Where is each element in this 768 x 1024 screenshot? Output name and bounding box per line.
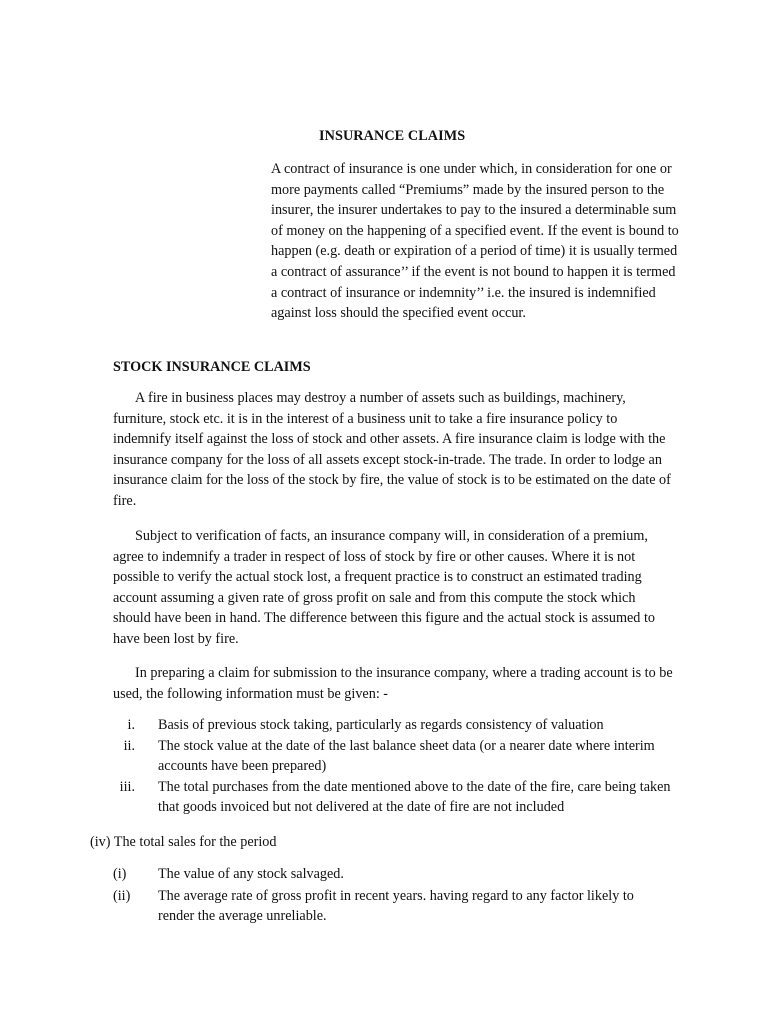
list-item-text: Basis of previous stock taking, particularly as regards consistency of valuation: [158, 717, 604, 733]
list-marker: i.: [127, 717, 135, 733]
section-heading: STOCK INSURANCE CLAIMS: [113, 359, 311, 375]
intro-paragraph: A contract of insurance is one under which, in consideration for one or more payments called “Premiums” made by the insured person to the insurer, the insurer undertakes to pay to the insured a determinable sum of money on the happening of a specified event. If the event is bound to happen (e.g. death or expiration of a period of time) it is usually termed a contract of assurance’’ if the event is not bound to happen it is termed a contract of insurance or indemnity’’ i.e. the insured is indemnified against loss should the specified event occur.: [271, 161, 679, 322]
parenthesized-list: [113, 864, 673, 928]
list-item-text: The average rate of gross profit in recent years. having regard to any factor likely to render the average unreliable.: [158, 887, 634, 925]
list-item-text: The stock value at the date of the last balance sheet data (or a nearer date where interim accounts have been prepared): [158, 737, 655, 775]
list-marker: ii.: [123, 737, 135, 754]
list-marker: (ii): [113, 887, 131, 904]
list-item: [113, 864, 673, 885]
body-paragraph-1: A fire in business places may destroy a number of assets such as buildings, machinery, furniture, stock etc. it is in the interest of a business unit to take a fire insurance policy to indemnify itself against the loss of stock and other assets. A fire insurance claim is lodge with the insurance company for the loss of all assets except stock-in-trade. The trade. In order to lodge an insurance claim for the loss of the stock by fire, the value of stock is to be estimated on the date of fire.: [113, 390, 671, 509]
list-item-text: The total purchases from the date mentioned above to the date of the fire, care being taken that goods invoiced but not delivered at the date of fire are not included: [158, 778, 671, 816]
list-marker: iii.: [119, 778, 135, 795]
body-paragraph-2: Subject to verification of facts, an insurance company will, in consideration of a premium, agree to indemnify a trader in respect of loss of stock by fire or other causes. Where it is not possible to verify the actual stock lost, a frequent practice is to construct an estimated trading account assuming a given rate of gross profit on sale and from this compute the stock which should have been in hand. The difference between this figure and the actual stock is assumed to have been lost by fire.: [113, 528, 655, 647]
list-item: [113, 736, 673, 777]
roman-numeral-list: [113, 715, 673, 818]
list-item-iv: (iv) The total sales for the period: [90, 834, 277, 850]
list-item: [113, 715, 673, 736]
list-item-text: The value of any stock salvaged.: [158, 866, 344, 882]
list-item: [113, 886, 673, 927]
document-title: INSURANCE CLAIMS: [319, 128, 466, 144]
list-item: [113, 777, 673, 818]
list-marker: (i): [113, 866, 127, 882]
body-paragraph-3: In preparing a claim for submission to the insurance company, where a trading account is to be used, the following information must be given: -: [113, 665, 673, 702]
